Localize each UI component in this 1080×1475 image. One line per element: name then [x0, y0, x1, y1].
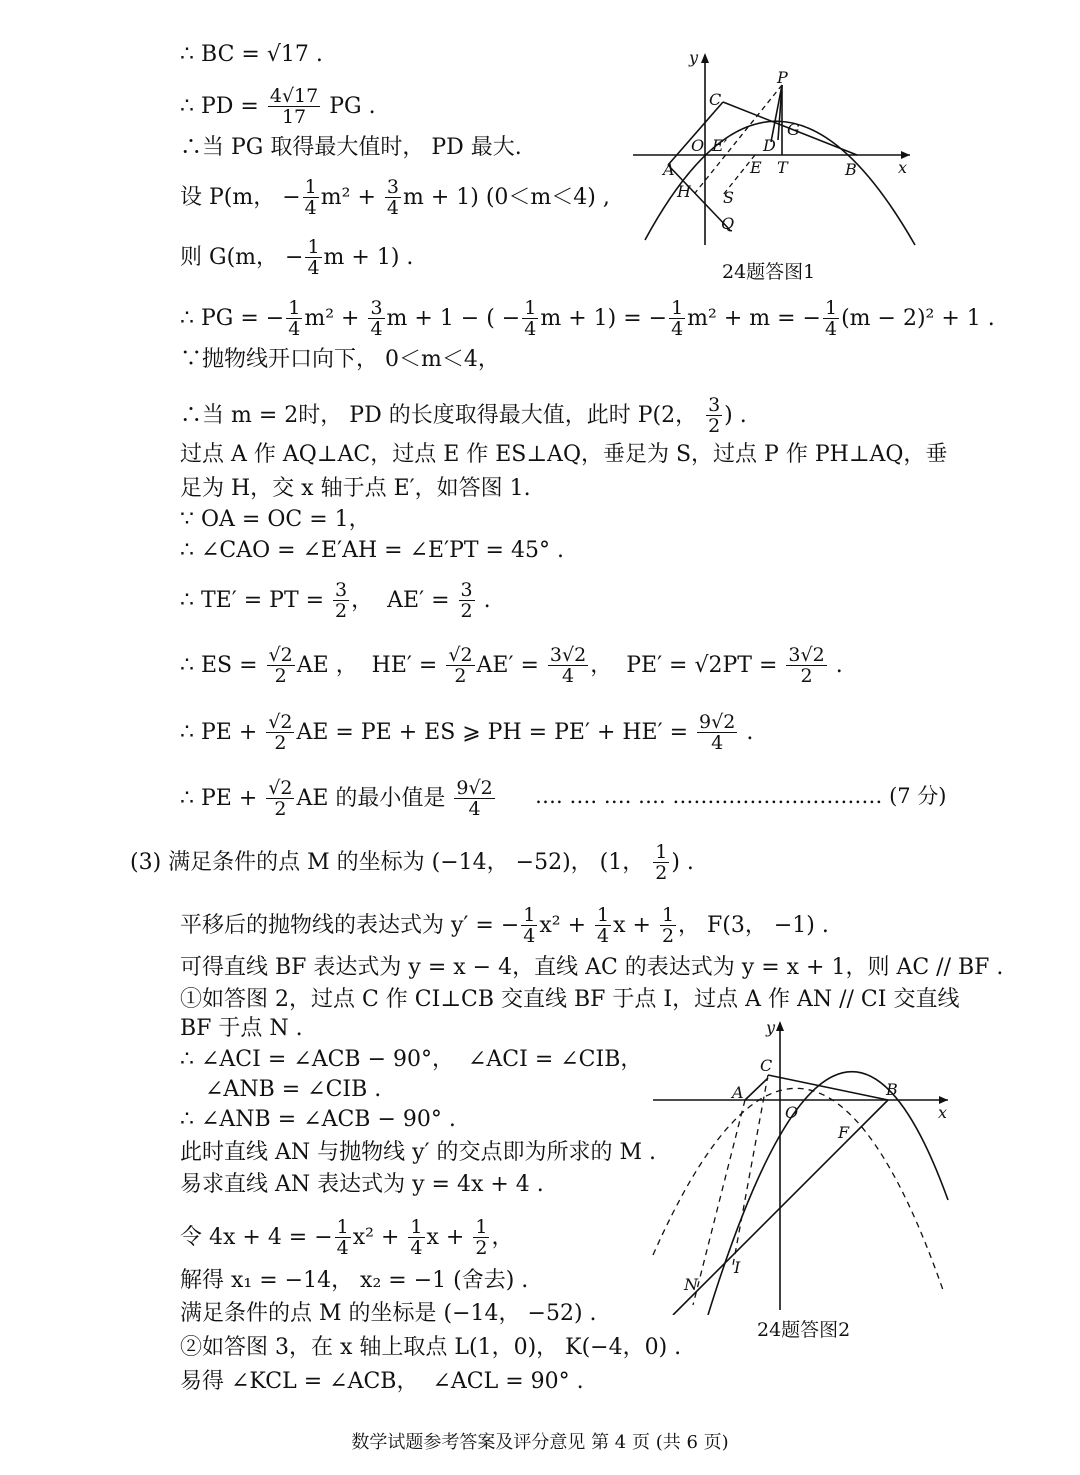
text-segment: m + 1) (0＜m＜4) ,: [402, 184, 610, 210]
fraction-denominator: 2: [475, 1237, 488, 1259]
fraction-numerator: 9√2: [699, 711, 736, 733]
text-segment: m + 1) .: [323, 244, 414, 270]
fig1-label-q: Q: [721, 214, 735, 233]
fraction-numerator: 1: [523, 904, 536, 926]
text-segment: 此时直线 AN 与抛物线 y′ 的交点即为所求的 M .: [180, 1140, 657, 1165]
fraction: [459, 580, 475, 621]
fraction-denominator: 4: [711, 732, 724, 754]
fraction-numerator: 1: [410, 1216, 423, 1238]
text-segment: AE ， HE′ =: [296, 652, 445, 678]
solution-line: [180, 778, 497, 819]
fig1-label-e: E: [750, 158, 762, 177]
fraction-denominator: 4: [824, 318, 838, 340]
text-segment: ， PE′ = √2PT =: [590, 652, 785, 678]
fig2-label-y: y: [766, 1018, 776, 1037]
fraction-denominator: 4: [307, 257, 320, 279]
solution-line: [180, 40, 323, 70]
fraction-numerator: 1: [304, 176, 317, 198]
fraction: [548, 645, 588, 686]
solution-line: [180, 1299, 597, 1329]
text-segment: ∴当 PG 取得最大值时， PD 最大.: [180, 135, 522, 160]
text-segment: AE 的最小值是: [296, 785, 453, 811]
fraction-numerator: 1: [671, 297, 684, 319]
fig1-label-p: P: [777, 68, 788, 87]
text-segment: ∴ PD =: [180, 93, 266, 119]
text-segment: 解得 x₁ = −14， x₂ = −1 (舍去) .: [180, 1268, 529, 1293]
fraction: [267, 645, 295, 686]
text-segment: ∴ ∠ANB = ∠ACB − 90° .: [180, 1107, 456, 1132]
fraction-denominator: 4: [288, 318, 301, 340]
fraction: [706, 395, 722, 436]
fraction-denominator: 2: [655, 862, 668, 884]
fraction: [446, 645, 474, 686]
text-segment: 易求直线 AN 表达式为 y = 4x + 4 .: [180, 1172, 544, 1197]
fraction-numerator: 1: [824, 297, 838, 319]
text-segment: ) .: [724, 402, 747, 428]
text-segment: PG .: [322, 93, 376, 119]
fig1-label-h: H: [677, 182, 691, 201]
fig1-label-t: T: [777, 158, 788, 177]
text-segment: ， F(3， −1) .: [678, 912, 829, 938]
fraction-denominator: 4: [370, 318, 383, 340]
solution-line: [180, 133, 522, 163]
text-segment: ∴ ∠ACI = ∠ACB − 90°， ∠ACI = ∠CIB，: [180, 1047, 643, 1072]
solution-line: [180, 177, 610, 218]
fraction-denominator: 2: [274, 798, 287, 820]
fraction: [697, 712, 737, 753]
solution-line: [180, 1217, 513, 1258]
solution-line: [180, 1014, 303, 1044]
figure-2-caption: 24题答图2: [757, 1319, 851, 1341]
fraction-numerator: 3: [708, 394, 721, 416]
fraction-denominator: 2: [708, 415, 721, 437]
fraction-numerator: 3: [386, 176, 399, 198]
fraction-numerator: 1: [288, 297, 301, 319]
solution-line: [180, 1105, 456, 1135]
solution-line: [180, 440, 947, 470]
solution-line: [180, 1170, 544, 1200]
text-segment: x +: [426, 1224, 472, 1250]
fig1-label-s: S: [723, 188, 734, 207]
solution-line: [180, 905, 829, 946]
text-segment: ∴当 m = 2时， PD 的长度取得最大值，此时 P(2，: [180, 402, 705, 428]
fraction-numerator: 1: [475, 1216, 488, 1238]
fraction: [522, 298, 538, 339]
text-segment: ) .: [671, 849, 694, 875]
solution-line: [180, 645, 843, 686]
text-segment: ②如答图 3，在 x 轴上取点 L(1，0)， K(−4，0) .: [180, 1335, 682, 1360]
fig2-label-n: N: [684, 1275, 698, 1294]
fraction: [385, 177, 401, 218]
solution-line: [180, 345, 500, 375]
text-segment: AE′ =: [476, 652, 546, 678]
fraction-denominator: 2: [661, 925, 675, 947]
fraction: [368, 298, 384, 339]
text-segment: m² +: [304, 305, 367, 331]
fig1-label-e-prime: E′: [712, 136, 728, 155]
fig2-label-a: A: [732, 1083, 744, 1102]
fraction: [521, 905, 537, 946]
solution-line: [180, 985, 959, 1015]
solution-line: [180, 580, 491, 621]
fraction-numerator: √2: [448, 644, 473, 666]
fraction-denominator: 4: [671, 318, 684, 340]
fraction-numerator: 1: [655, 841, 668, 863]
line-ac: [745, 1078, 768, 1100]
text-segment: 足为 H，交 x 轴于点 E′，如答图 1.: [180, 476, 531, 501]
text-segment: 则 G(m， −: [180, 244, 304, 270]
solution-line: [180, 86, 376, 127]
solution-line: [180, 1266, 528, 1296]
solution-line: [130, 842, 694, 883]
solution-line: [180, 1138, 656, 1168]
fraction-denominator: 2: [274, 732, 287, 754]
fraction-numerator: 3√2: [788, 644, 825, 666]
fraction-denominator: 4: [386, 197, 399, 219]
text-segment: ∵抛物线开口向下， 0＜m＜4，: [180, 347, 500, 372]
text-segment: 易得 ∠KCL = ∠ACB， ∠ACL = 90° .: [180, 1369, 584, 1394]
figure-1-caption: 24题答图1: [722, 261, 816, 283]
fraction: [305, 237, 321, 278]
solution-line: [180, 505, 371, 535]
text-segment: .: [476, 587, 491, 613]
text-segment: ∴ PE +: [180, 785, 265, 811]
solution-line: [180, 1333, 681, 1363]
fraction-denominator: 2: [800, 665, 813, 687]
text-segment: ∴ BC = √17 .: [180, 42, 323, 67]
text-segment: ∴ TE′ = PT =: [180, 587, 332, 613]
fig2-label-x: x: [938, 1103, 948, 1122]
text-segment: ∴ PE +: [180, 719, 265, 745]
solution-line: [180, 298, 995, 339]
fraction-numerator: 1: [336, 1216, 349, 1238]
solution-line: [180, 237, 413, 278]
fig1-label-y: y: [689, 48, 699, 67]
fraction-denominator: 4: [597, 925, 610, 947]
text-segment: (m − 2)² + 1 .: [841, 305, 995, 331]
parabola: [708, 1072, 948, 1315]
fraction: [669, 298, 685, 339]
figure-2: [648, 1015, 953, 1315]
fraction: [266, 778, 294, 819]
fraction-numerator: 3: [335, 579, 348, 601]
text-segment: 令 4x + 4 = −: [180, 1224, 333, 1250]
fraction-denominator: 4: [468, 798, 481, 820]
text-segment: ∵ OA = OC = 1，: [180, 507, 371, 532]
text-segment: ， AE′ =: [351, 587, 457, 613]
fraction-denominator: 4: [523, 925, 536, 947]
solution-line: [180, 1367, 584, 1397]
fraction-numerator: √2: [268, 777, 293, 799]
fig1-label-a: A: [663, 160, 675, 179]
fraction-numerator: 4√17: [269, 85, 319, 107]
text-segment: m² +: [320, 184, 383, 210]
fig2-label-c: C: [760, 1056, 773, 1075]
text-segment: ∴ PG = −: [180, 305, 285, 331]
solution-line: [180, 536, 564, 566]
fig1-label-d: D: [763, 136, 776, 155]
fraction: [286, 298, 302, 339]
fraction-numerator: 3√2: [549, 644, 587, 666]
fraction: [333, 580, 349, 621]
fraction-denominator: 17: [281, 106, 307, 128]
fraction: [595, 905, 611, 946]
solution-line: [205, 1075, 381, 1105]
fig1-label-g: G: [787, 120, 800, 139]
fraction: [473, 1217, 489, 1258]
fraction-numerator: 1: [524, 297, 537, 319]
text-segment: x +: [613, 912, 658, 938]
fraction-denominator: 4: [410, 1237, 423, 1259]
fig2-label-f: F: [838, 1123, 850, 1142]
text-segment: x² +: [539, 912, 594, 938]
score-annotation: …. …. …. …. ………………………… (7 分): [535, 784, 947, 808]
fraction-denominator: 4: [304, 197, 317, 219]
fig1-label-x: x: [898, 158, 908, 177]
text-segment: .: [828, 652, 843, 678]
text-segment: (3) 满足条件的点 M 的坐标为 (−14， −52)， (1，: [130, 849, 652, 875]
text-segment: x² +: [352, 1224, 407, 1250]
fraction-numerator: 3: [370, 297, 383, 319]
page-footer: 数学试题参考答案及评分意见 第 4 页 (共 6 页): [351, 1432, 729, 1453]
solution-line: [180, 712, 753, 753]
text-segment: m + 1 − ( −: [386, 305, 521, 331]
solution-line: [180, 395, 747, 436]
text-segment: BF 于点 N .: [180, 1016, 303, 1041]
fraction: [823, 298, 839, 339]
fig2-label-o: O: [785, 1103, 799, 1122]
fig1-label-o: O: [691, 136, 705, 155]
fraction: [786, 645, 826, 686]
fraction: [653, 842, 669, 883]
fraction-denominator: 2: [335, 600, 348, 622]
fraction-denominator: 4: [562, 665, 575, 687]
text-segment: ∠ANB = ∠CIB .: [205, 1077, 382, 1102]
text-segment: m² + m = −: [687, 305, 821, 331]
solution-line: [180, 1045, 642, 1075]
text-segment: ∴ ES =: [180, 652, 265, 678]
text-segment: 可得直线 BF 表达式为 y = x − 4，直线 AC 的表达式为 y = x + 1，则 AC // BF .: [180, 955, 1004, 980]
fraction-numerator: 1: [661, 904, 675, 926]
text-segment: m + 1) = −: [540, 305, 668, 331]
fraction-denominator: 2: [460, 600, 473, 622]
fig2-label-b: B: [886, 1080, 898, 1099]
fraction-denominator: 2: [454, 665, 467, 687]
fraction-denominator: 4: [524, 318, 537, 340]
fraction: [266, 712, 294, 753]
fig1-label-b: B: [845, 160, 857, 179]
fig2-label-i: I: [734, 1258, 741, 1277]
solution-line: [180, 953, 1003, 983]
fraction: [268, 86, 320, 127]
text-segment: 过点 A 作 AQ⊥AC，过点 E 作 ES⊥AQ，垂足为 S，过点 P 作 PH⊥AQ，垂: [180, 442, 948, 467]
fraction: [660, 905, 676, 946]
text-segment: 设 P(m， −: [180, 184, 301, 210]
fraction-denominator: 2: [274, 665, 287, 687]
fraction-numerator: √2: [268, 711, 293, 733]
figure-1: [625, 45, 925, 260]
text-segment: ，: [491, 1224, 514, 1250]
text-segment: 平移后的抛物线的表达式为 y′ = −: [180, 912, 520, 938]
fraction: [408, 1217, 424, 1258]
text-segment: AE = PE + ES ⩾ PH = PE′ + HE′ =: [296, 719, 696, 745]
solution-line: [180, 474, 531, 504]
fraction-denominator: 4: [336, 1237, 349, 1259]
text-segment: 满足条件的点 M 的坐标是 (−14， −52) .: [180, 1301, 597, 1326]
text-segment: ∴ ∠CAO = ∠E′AH = ∠E′PT = 45° .: [180, 538, 564, 563]
text-segment: .: [739, 719, 754, 745]
fraction: [454, 778, 494, 819]
fraction-numerator: 1: [307, 236, 320, 258]
fraction: [335, 1217, 351, 1258]
fraction: [303, 177, 319, 218]
fraction-numerator: √2: [268, 644, 293, 666]
fraction-numerator: 1: [597, 904, 610, 926]
fig1-label-c: C: [709, 90, 722, 109]
fraction-numerator: 3: [460, 579, 473, 601]
fraction-numerator: 9√2: [456, 777, 493, 799]
text-segment: ①如答图 2，过点 C 作 CI⊥CB 交直线 BF 于点 I，过点 A 作 AN // CI 交直线: [180, 987, 960, 1012]
